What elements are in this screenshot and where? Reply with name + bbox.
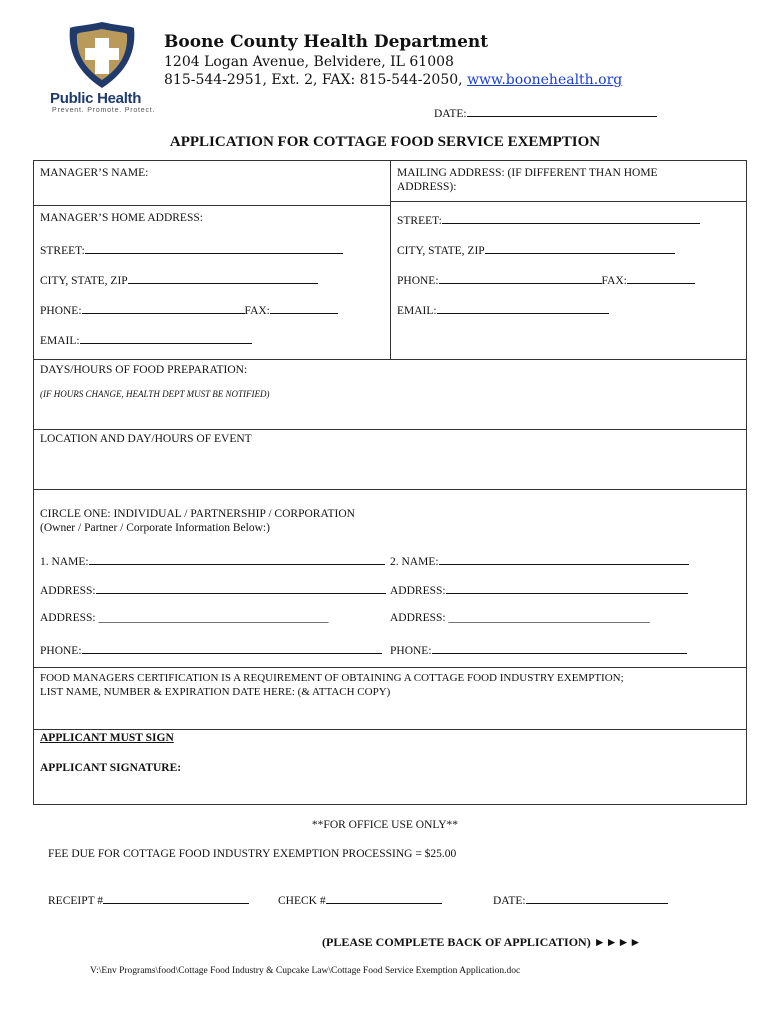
date-label: DATE: [434,108,467,120]
owner2-name-label: 2. NAME: [390,556,439,568]
mailing-address-line2: ADDRESS): [397,181,457,193]
logo-text: Public Health [50,90,142,107]
phone-field[interactable] [40,301,338,318]
owner2-name-field[interactable] [390,552,689,569]
fax-label: FAX: [244,305,270,317]
org-name: Boone County Health Department [164,32,489,52]
receipt-label: RECEIPT # [48,895,104,907]
owner1-address-field[interactable] [40,581,386,598]
date-field[interactable] [434,104,657,121]
street-label: STREET: [40,245,85,257]
mailing-city-state-zip-field[interactable] [397,241,675,258]
street-field[interactable] [40,241,343,258]
phone-label: PHONE: [40,305,82,317]
contact-phone-fax: 815-544-2951, Ext. 2, FAX: 815-544-2050, [164,72,468,88]
email-field[interactable] [40,331,252,348]
owner2-address2-field[interactable]: ADDRESS: ___________________________________ [390,612,650,624]
mailing-fax-label: FAX: [601,275,627,287]
file-path: V:\Env Programs\food\Cottage Food Industry & Cupcake Law\Cottage Food Service Exemption Application.doc [90,966,521,976]
office-use-title: **FOR OFFICE USE ONLY** [311,819,459,831]
check-field[interactable] [278,891,442,908]
mailing-street-label: STREET: [397,215,442,227]
prep-hours-note: (IF HOURS CHANGE, HEALTH DEPT MUST BE NOTIFIED) [40,389,270,399]
owner2-address-field[interactable] [390,581,688,598]
owner1-address-label: ADDRESS: [40,585,96,597]
receipt-field[interactable] [48,891,249,908]
owner1-phone-label: PHONE: [40,645,82,657]
mailing-city-label: CITY, STATE, ZIP [397,245,485,257]
owner2-phone-field[interactable] [390,641,687,658]
owner1-name-field[interactable] [40,552,385,569]
office-date-field[interactable] [493,891,668,908]
logo-tagline: Prevent. Promote. Protect. [52,107,156,114]
public-health-logo [46,18,158,118]
mailing-email-field[interactable] [397,301,609,318]
shield-cross-icon [46,18,158,92]
owner2-phone-label: PHONE: [390,645,432,657]
form-title: APPLICATION FOR COTTAGE FOOD SERVICE EXEMPTION [169,134,601,150]
must-sign-label: APPLICANT MUST SIGN [40,732,174,744]
certification-line2: LIST NAME, NUMBER & EXPIRATION DATE HERE: (& ATTACH COPY) [40,686,391,698]
fee-due-text: FEE DUE FOR COTTAGE FOOD INDUSTRY EXEMPTION PROCESSING = $25.00 [48,848,457,860]
city-state-zip-label: CITY, STATE, ZIP [40,275,128,287]
owner2-address-label: ADDRESS: [390,585,446,597]
mailing-address-line1: MAILING ADDRESS: (IF DIFFERENT THAN HOME [397,167,658,179]
check-label: CHECK # [278,895,326,907]
office-date-label: DATE: [493,895,526,907]
owner1-phone-field[interactable] [40,641,382,658]
certification-line1: FOOD MANAGERS CERTIFICATION IS A REQUIREMENT OF OBTAINING A COTTAGE FOOD INDUSTRY EXEMPTION; [40,672,624,684]
mailing-street-field[interactable] [397,211,700,228]
owner1-name-label: 1. NAME: [40,556,89,568]
home-address-label: MANAGER’S HOME ADDRESS: [40,212,203,224]
managers-name-label: MANAGER’S NAME: [40,167,149,179]
owner1-address2-field[interactable]: ADDRESS: ________________________________________ [40,612,329,624]
mailing-phone-label: PHONE: [397,275,439,287]
event-location-label: LOCATION AND DAY/HOURS OF EVENT [40,433,252,445]
org-contact [164,72,622,89]
prep-hours-label: DAYS/HOURS OF FOOD PREPARATION: [40,364,248,376]
mailing-address-label [397,166,658,194]
signature-label[interactable]: APPLICANT SIGNATURE: [40,762,182,774]
city-state-zip-field[interactable] [40,271,318,288]
org-address: 1204 Logan Avenue, Belvidere, IL 61008 [164,54,454,70]
mailing-email-label: EMAIL: [397,305,437,317]
mailing-phone-field[interactable] [397,271,695,288]
website-link[interactable]: www.boonehealth.org [467,72,623,88]
owner-info-label: (Owner / Partner / Corporate Information Below:) [40,522,270,534]
circle-one-label: CIRCLE ONE: INDIVIDUAL / PARTNERSHIP / CORPORATION [40,508,355,520]
column-divider [390,160,391,360]
email-label: EMAIL: [40,335,80,347]
complete-back-note: (PLEASE COMPLETE BACK OF APPLICATION) ►►►► [322,935,642,949]
